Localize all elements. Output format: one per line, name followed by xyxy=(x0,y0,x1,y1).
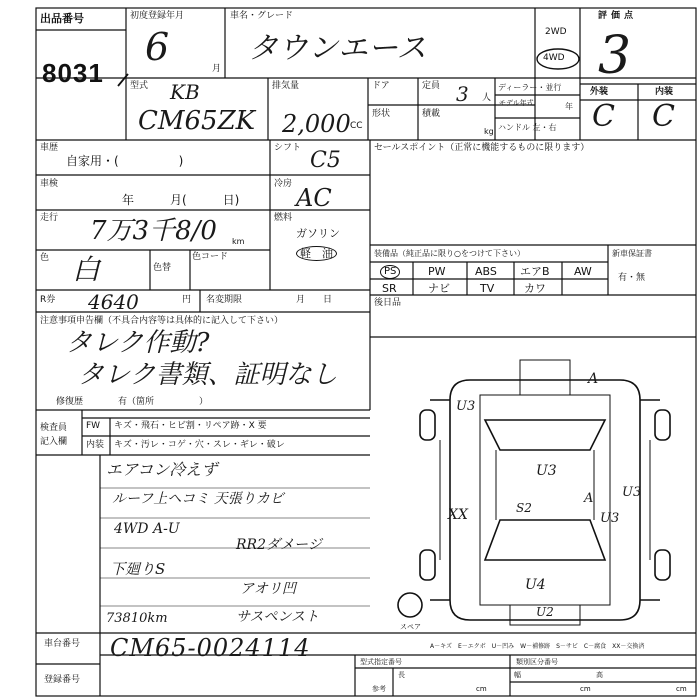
notes-line-2: タレク書類、証明なし xyxy=(78,360,338,390)
cert-label: 型式指定番号 xyxy=(360,658,402,666)
diagram-mark-u4: U4 xyxy=(525,577,546,593)
interior-label: 内装 xyxy=(655,87,674,97)
inspection-label: 車検 xyxy=(40,179,59,189)
equip-airbag: エアB xyxy=(520,265,550,278)
recycle-value: 4640 xyxy=(88,290,139,314)
fuel-value: ガソリン xyxy=(296,227,340,240)
interior-check-label: 内装 xyxy=(86,440,105,450)
ac-value: AC xyxy=(296,184,332,212)
yen-unit: 円 xyxy=(182,295,192,305)
fuel-diesel: 軽 油 xyxy=(296,246,337,261)
fuel-label: 燃料 xyxy=(274,213,293,223)
equipment-label: 装備品（純正品に限り○をつけて下さい） xyxy=(374,249,525,258)
km-unit: km xyxy=(232,237,245,246)
interior-grade: C xyxy=(652,99,675,134)
diagram-mark-u3-right: U3 xyxy=(622,485,642,500)
register-label: 登録番号 xyxy=(44,675,81,685)
inspection-value: 年 月( 日) xyxy=(122,193,240,207)
inspector-note-5: 下廻りS xyxy=(110,560,166,578)
chassis-value: CM65-0024114 xyxy=(110,634,311,662)
diagram-mark-a-door: A xyxy=(584,491,594,506)
damage-legend: A－キズ E－エクボ U－凹み W－補修跡 S－サビ C－腐食 XX－交換済 xyxy=(430,643,645,650)
name-change-value: 月 日 xyxy=(296,295,333,305)
capacity-unit: 人 xyxy=(482,93,492,103)
retrofit-label: 後日品 xyxy=(374,298,402,308)
mileage-label: 走行 xyxy=(40,213,59,223)
diagram-mark-u3-center: U3 xyxy=(536,463,557,479)
shift-value: C5 xyxy=(310,148,341,173)
diagram-mark-s2: S2 xyxy=(516,501,532,515)
inspector-note-4: RR2ダメージ xyxy=(236,537,322,553)
diagram-mark-xx: XX xyxy=(448,507,468,523)
recycle-label: R券 xyxy=(40,295,56,305)
displacement-value: 2,000 xyxy=(282,110,351,138)
equip-pw: PW xyxy=(428,265,446,278)
model-year-label: モデル年式 xyxy=(499,99,534,107)
color-change-label: 色替 xyxy=(153,263,172,273)
inspector-note-8: 73810km xyxy=(106,611,168,626)
diagram-mark-u3-left: U3 xyxy=(456,399,476,414)
height-label: 高 xyxy=(596,671,603,679)
fw-label: FW xyxy=(86,421,101,431)
year-unit: 年 xyxy=(565,102,573,111)
drive-4wd: 4WD xyxy=(543,53,565,63)
equip-aw: AW xyxy=(574,265,592,278)
handle-label: ハンドル 左・右 xyxy=(498,123,557,132)
name-grade-label: 車名・グレード xyxy=(230,11,294,21)
load-label: 積載 xyxy=(422,109,441,119)
capacity-label: 定員 xyxy=(422,81,441,91)
inspector-note-1: エアコン冷えず xyxy=(106,460,218,479)
dealer-label: ディーラー・並行 xyxy=(498,83,562,92)
equip-tv: TV xyxy=(480,282,495,295)
first-reg-label: 初度登録年月 xyxy=(130,11,185,21)
inspector-note-7: サスペンスト xyxy=(236,609,320,625)
shift-label: シフト xyxy=(274,143,302,153)
lot-no-label: 出品番号 xyxy=(40,12,84,25)
mileage-value: 7万3千8/0 xyxy=(90,216,217,246)
diagram-mark-u3-door: U3 xyxy=(600,511,620,526)
diagram-mark-u2: U2 xyxy=(536,605,554,619)
inspector-note-3: 4WD A-U xyxy=(114,521,180,537)
history-value: 自家用・( ) xyxy=(66,154,184,168)
notes-label: 注意事項申告欄（不具合内容等は具体的に記入して下さい） xyxy=(40,316,284,326)
length-label: 長 xyxy=(398,671,405,679)
equip-ps: PS xyxy=(380,265,400,279)
type-label: 型式 xyxy=(130,81,149,91)
length-unit: cm xyxy=(476,685,487,693)
chassis-label: 車台番号 xyxy=(44,639,81,649)
type-prefix: KB xyxy=(170,80,200,104)
name-change-label: 名変期限 xyxy=(206,295,243,305)
first-reg-value: 6 xyxy=(145,25,170,69)
height-unit: cm xyxy=(676,685,687,693)
month-unit: 月 xyxy=(212,64,222,74)
sales-point-label: セールスポイント（正常に機能するものに限ります） xyxy=(374,143,590,153)
displacement-label: 排気量 xyxy=(272,81,300,91)
history-label: 車歴 xyxy=(40,143,59,153)
color-value: 白 xyxy=(72,253,101,286)
capacity-value: 3 xyxy=(456,82,469,106)
width-label: 幅 xyxy=(514,671,521,679)
new-car-warranty-value: 有・無 xyxy=(618,273,646,283)
cert-ref: 参考 xyxy=(372,685,386,693)
class-label: 類別区分番号 xyxy=(516,658,558,666)
inspector-label-1: 検査員 xyxy=(40,423,68,433)
repair-label: 修復歴 xyxy=(56,397,84,407)
equip-leather: カワ xyxy=(524,282,546,295)
door-label: ドア xyxy=(372,81,390,91)
model-name: タウンエース xyxy=(248,31,427,66)
shape-label: 形状 xyxy=(372,109,391,119)
equip-navi: ナビ xyxy=(428,282,450,295)
color-code-label: 色コード xyxy=(192,252,229,262)
fw-items: キズ・飛石・ヒビ割・リペア跡・X 要 xyxy=(114,421,267,431)
width-unit: cm xyxy=(580,685,591,693)
diagram-mark-a-top: A xyxy=(588,371,599,387)
inspector-note-2: ルーフ上ヘコミ 天張りカビ xyxy=(112,491,284,507)
ac-label: 冷房 xyxy=(274,179,293,189)
color-label: 色 xyxy=(40,253,50,263)
equip-abs: ABS xyxy=(475,265,497,278)
repair-value: 有（箇所 ） xyxy=(118,397,209,407)
score-value: 3 xyxy=(598,26,632,86)
spare-label: スペア xyxy=(400,623,421,631)
inspector-label-2: 記入欄 xyxy=(40,437,68,447)
notes-line-1: タレク作動? xyxy=(66,328,210,358)
inspector-note-6: アオリ凹 xyxy=(240,581,296,597)
score-label: 評価点 xyxy=(598,11,638,21)
drive-2wd: 2WD xyxy=(545,27,567,37)
new-car-warranty-label: 新車保証書 xyxy=(612,249,652,258)
exterior-label: 外装 xyxy=(590,87,609,97)
cc-unit: CC xyxy=(350,121,363,131)
equip-sr: SR xyxy=(382,282,397,295)
type-code: CM65ZK xyxy=(138,106,256,136)
kg-unit: kg xyxy=(484,127,494,136)
exterior-grade: C xyxy=(592,99,615,134)
interior-check-items: キズ・汚レ・コゲ・穴・スレ・ギレ・破レ xyxy=(114,440,285,450)
lot-number: 8031 xyxy=(42,58,104,88)
